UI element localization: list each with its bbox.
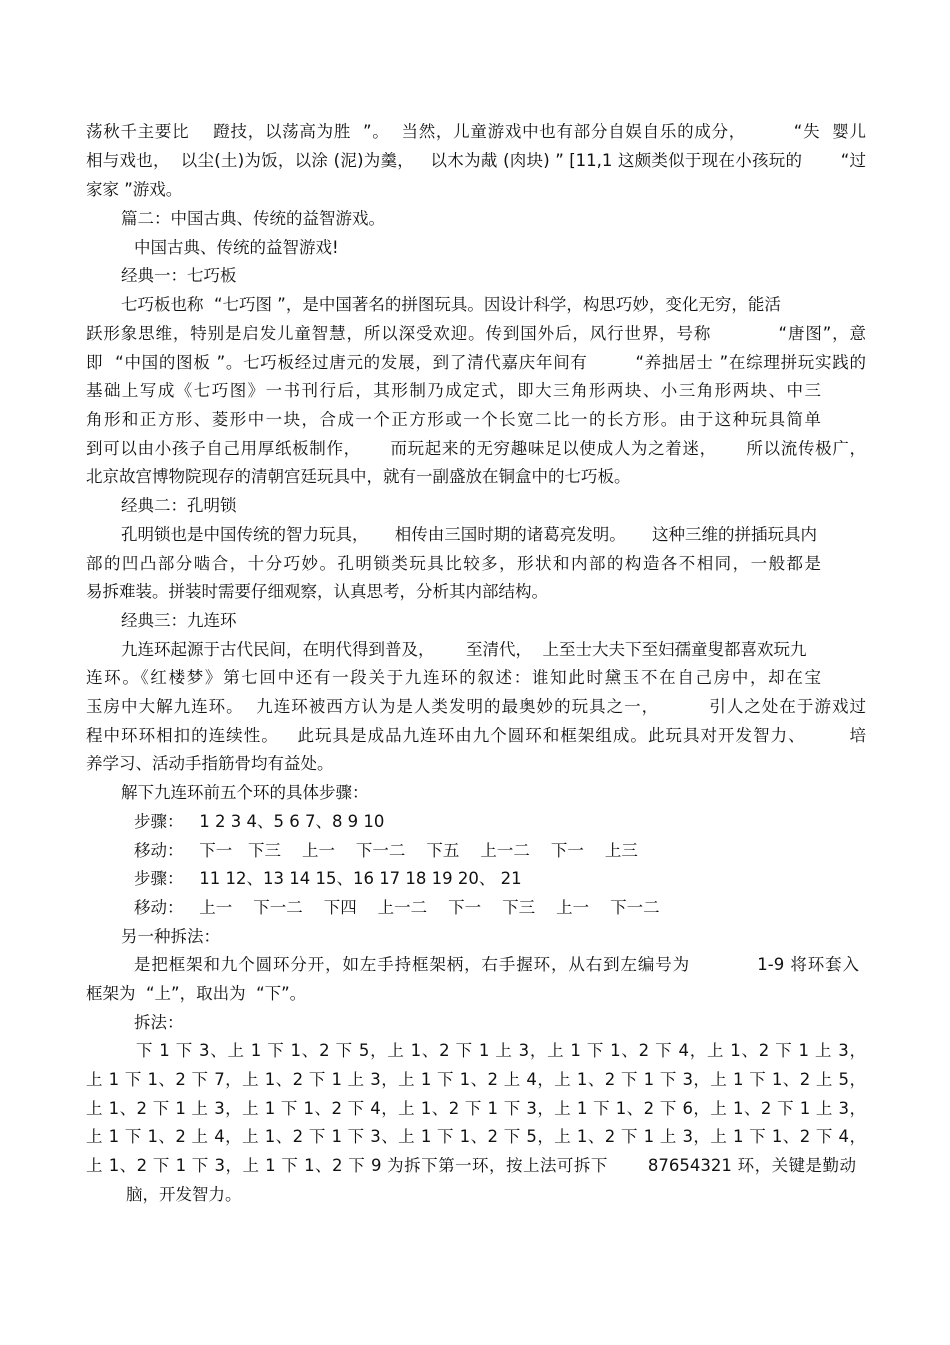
steps-row: 步骤： 1 2 3 4、5 6 7、8 9 10 <box>134 812 385 831</box>
paragraph-line: 基础上写成《七巧图》一书刊行后，其形制乃成定式，即大三角形两块、小三角形两块、中三 <box>86 381 821 400</box>
method-line: 上 1、2 下 1 下 3，上 1 下 1、2 下 9 为拆下第一环，按上法可拆下 87654321 环，关键是勤动 <box>86 1156 856 1175</box>
paragraph-line: 程中环环相扣的连续性。 此玩具是成品九连环由九个圆环和框架组成。此玩具对开发智力、 培 <box>86 726 866 745</box>
classic-heading-3: 经典三：九连环 <box>121 611 237 630</box>
steps-row: 步骤： 11 12、13 14 15、16 17 18 19 20、 21 <box>134 869 522 888</box>
paragraph-line: 即 “中国的图板 ”。七巧板经过唐元的发展，到了清代嘉庆年间有 “养拙居士 ”在综理拼玩实践的 <box>86 353 866 372</box>
classic-heading-2: 经典二：孔明锁 <box>121 496 237 515</box>
paragraph-line: 连环。《红楼梦》第七回中还有一段关于九连环的叙述：谁知此时黛玉不在自己房中，却在宝 <box>86 668 821 687</box>
paragraph-line: 跃形象思维，特别是启发儿童智慧，所以深受欢迎。传到国外后，风行世界，号称 “唐图”，意 <box>86 324 866 343</box>
moves-row: 移动： 下一 下三 上一 下一二 下五 上一二 下一 上三 <box>134 841 638 860</box>
method-line: 下 1 下 3、上 1 下 1、2 下 5，上 1、2 下 1 上 3，上 1 下 1、2 下 4，上 1、2 下 1 上 3， <box>136 1041 866 1060</box>
paragraph-line: 养学习、活动手指筋骨均有益处。 <box>86 754 334 773</box>
steps-intro: 解下九连环前五个环的具体步骤： <box>121 783 369 802</box>
paragraph-line: 是把框架和九个圆环分开，如左手持框架柄，右手握环，从右到左编号为 1-9 将环套入 <box>134 955 859 974</box>
method-line: 上 1 下 1、2 下 7，上 1、2 下 1 上 3，上 1 下 1、2 上 4，上 1、2 下 1 下 3，上 1 下 1、2 上 5， <box>86 1070 866 1089</box>
paragraph-line: 北京故宫博物院现存的清朝宫廷玩具中，就有一副盛放在铜盒中的七巧板。 <box>86 467 631 486</box>
paragraph-line: 玉房中大解九连环。 九连环被西方认为是人类发明的最奥妙的玩具之一， 引人之处在于游戏过 <box>86 697 866 716</box>
section-heading: 篇二：中国古典、传统的益智游戏。 <box>121 209 385 228</box>
paragraph-line: 家家 ”游戏。 <box>86 180 183 199</box>
section-subheading: 中国古典、传统的益智游戏! <box>134 238 339 257</box>
method-line: 上 1 下 1、2 上 4，上 1、2 下 1 下 3、上 1 下 1、2 下 5，上 1、2 下 1 上 3，上 1 下 1、2 下 4， <box>86 1127 866 1146</box>
paragraph-line: 角形和正方形、菱形中一块，合成一个正方形或一个长宽二比一的长方形。由于这种玩具简单 <box>86 410 821 429</box>
paragraph-line: 脑，开发智力。 <box>126 1185 242 1204</box>
paragraph-line: 易拆难装。拼装时需要仔细观察，认真思考，分析其内部结构。 <box>86 582 548 601</box>
paragraph-line: 九连环起源于古代民间，在明代得到普及， 至清代， 上至士大夫下至妇孺童叟都喜欢玩九 <box>121 640 807 659</box>
paragraph-line: 部的凹凸部分啮合，十分巧妙。孔明锁类玩具比较多，形状和内部的构造各不相同，一般都是 <box>86 554 821 573</box>
paragraph-line: 相与戏也， 以尘(土)为饭，以涂 (泥)为羹， 以木为胾 (肉块) ” [11,1 这颇类似于现在小孩玩的 “过 <box>86 151 866 170</box>
paragraph-line: 七巧板也称 “七巧图 ”，是中国著名的拼图玩具。因设计科学，构思巧妙，变化无穷，能活 <box>121 295 781 314</box>
paragraph-line: 到可以由小孩子自己用厚纸板制作， 而玩起来的无穷趣味足以使成人为之着迷， 所以流传极广， <box>86 439 866 458</box>
moves-row: 移动： 上一 下一二 下四 上一二 下一 下三 上一 下一二 <box>134 898 660 917</box>
classic-heading-1: 经典一：七巧板 <box>121 266 237 285</box>
method-label: 拆法： <box>134 1013 184 1032</box>
method-line: 上 1、2 下 1 上 3，上 1 下 1、2 下 4，上 1、2 下 1 下 3，上 1 下 1、2 下 6，上 1、2 下 1 上 3， <box>86 1099 866 1118</box>
alt-method-heading: 另一种拆法： <box>121 927 220 946</box>
paragraph-line: 框架为 “上”，取出为 “下”。 <box>86 984 307 1003</box>
paragraph-line: 荡秋千主要比 蹬技，以荡高为胜 ”。 当然，儿童游戏中也有部分自娱自乐的成分， “失 婴儿 <box>86 122 866 141</box>
paragraph-line: 孔明锁也是中国传统的智力玩具， 相传由三国时期的诸葛亮发明。 这种三维的拼插玩具内 <box>121 525 817 544</box>
